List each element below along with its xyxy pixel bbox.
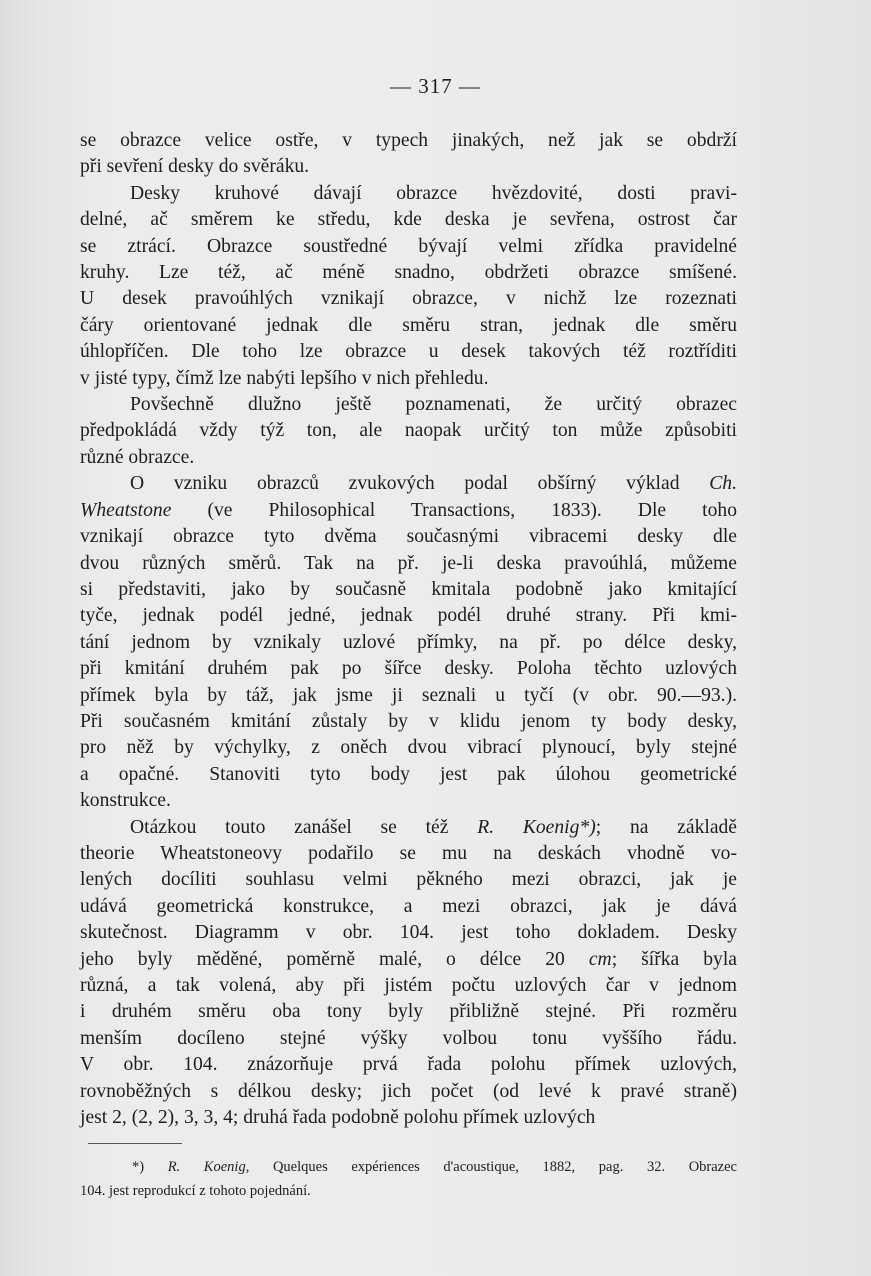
text-line: čáry orientované jednak dle směru stran, jednak dle směru <box>80 314 737 336</box>
text-line: menším docíleno stejné výšky volbou tonu vyššího řádu. <box>80 1027 737 1049</box>
text-line: při sevření desky do svěráku. <box>80 156 310 178</box>
text-line: si představiti, jako by současně kmitala podobně jako kmitající <box>80 578 737 600</box>
text-line: při kmitání druhém pak po šířce desky. Poloha těchto uzlových <box>80 658 737 680</box>
text-line: různé obrazce. <box>80 446 195 468</box>
text-line: rovnoběžných s délkou desky; jich počet (od levé k pravé straně) <box>80 1080 737 1102</box>
text-line: přímek byla by táž, jak jsme ji seznali u tyčí (v obr. 90.—93.). <box>80 684 737 706</box>
text-line: jest 2, (2, 2), 3, 3, 4; druhá řada podobně polohu přímek uzlových <box>80 1107 596 1129</box>
text-line: se obrazce velice ostře, v typech jinakých, než jak se obdrží <box>80 130 737 151</box>
text-line-content: O vzniku obrazců zvukových podal obšírný výklad Ch. <box>130 473 737 495</box>
text-line-content: Otázkou touto zanášel se též R. Koenig*); na základě <box>130 816 738 838</box>
text-line: lených docíliti souhlasu velmi pěkného mezi obrazci, jak je <box>80 869 737 891</box>
footnote-divider <box>88 1143 182 1144</box>
text-line: se ztrácí. Obrazce soustředné bývají velmi zřídka pravidelné <box>80 235 737 257</box>
text-line: kruhy. Lze též, ač méně snadno, obdržeti obrazce smíšené. <box>80 262 737 284</box>
text-line-content: Povšechně dlužno ještě poznamenati, že určitý obrazec <box>130 394 737 416</box>
text-line-content: Desky kruhové dávají obrazce hvězdovité, dosti pravi- <box>130 182 737 204</box>
paragraph <box>80 181 737 392</box>
paragraph <box>80 128 737 181</box>
text-line: úhlopříčen. Dle toho lze obrazce u desek takových též roztříditi <box>80 341 737 363</box>
text-line: V obr. 104. znázorňuje prvá řada polohu přímek uzlových, <box>80 1054 737 1076</box>
text-line: různá, a tak volená, aby při jistém počtu uzlových čar v jednom <box>80 975 737 996</box>
text-line <box>80 181 737 207</box>
text-line: delné, ač směrem ke středu, kde deska je sevřena, ostrost čar <box>80 209 737 231</box>
text-line: pro něž by výchylky, z oněch dvou vibrací plynoucí, byly stejné <box>80 737 737 759</box>
paragraph <box>80 471 737 814</box>
text-line <box>80 392 737 418</box>
text-line <box>80 815 737 841</box>
text-line: v jisté typy, čímž lze nabýti lepšího v nich přehledu. <box>80 367 489 389</box>
body-text <box>80 128 737 1131</box>
footnote <box>80 1155 737 1203</box>
page-number: — 317 — <box>390 74 481 98</box>
text-line: konstrukce. <box>80 790 171 812</box>
text-line: tání jednom by vznikaly uzlové přímky, na př. po délce desky, <box>80 631 737 653</box>
text-line: vznikají obrazce tyto dvěma současnými vibracemi desky dle <box>80 526 737 548</box>
text-line: theorie Wheatstoneovy podařilo se mu na deskách vhodně vo- <box>80 842 737 864</box>
paragraph <box>80 815 737 1132</box>
text-line: dvou různých směrů. Tak na př. je-li deska pravoúhlá, můžeme <box>80 552 737 574</box>
footnote-line: *) R. Koenig, Quelques expériences d'acoustique, 1882, pag. 32. Obrazec <box>132 1159 737 1175</box>
text-line: U desek pravoúhlých vznikají obrazce, v nichž lze rozeznati <box>80 288 737 310</box>
text-line: skutečnost. Diagramm v obr. 104. jest toho dokladem. Desky <box>80 922 737 944</box>
text-line: i druhém směru oba tony byly přibližně stejné. Při rozměru <box>80 1001 737 1023</box>
paragraph <box>80 392 737 471</box>
text-line: Wheatstone (ve Philosophical Transactions, 1833). Dle toho <box>80 499 737 521</box>
text-line: a opačné. Stanoviti tyto body jest pak úlohou geometrické <box>80 763 737 785</box>
text-line <box>80 471 737 497</box>
text-line: udává geometrická konstrukce, a mezi obrazci, jak je dává <box>80 895 737 917</box>
text-line: jeho byly měděné, poměrně malé, o délce 20 cm; šířka byla <box>80 948 737 970</box>
text-line: tyče, jednak podél jedné, jednak podél druhé strany. Při kmi- <box>80 605 737 627</box>
text-line: Při současném kmitání zůstaly by v klidu jenom ty body desky, <box>80 710 737 732</box>
text-line: předpokládá vždy týž ton, ale naopak určitý ton může způsobiti <box>80 420 737 442</box>
footnote-line: 104. jest reprodukcí z tohoto pojednání. <box>80 1183 311 1199</box>
